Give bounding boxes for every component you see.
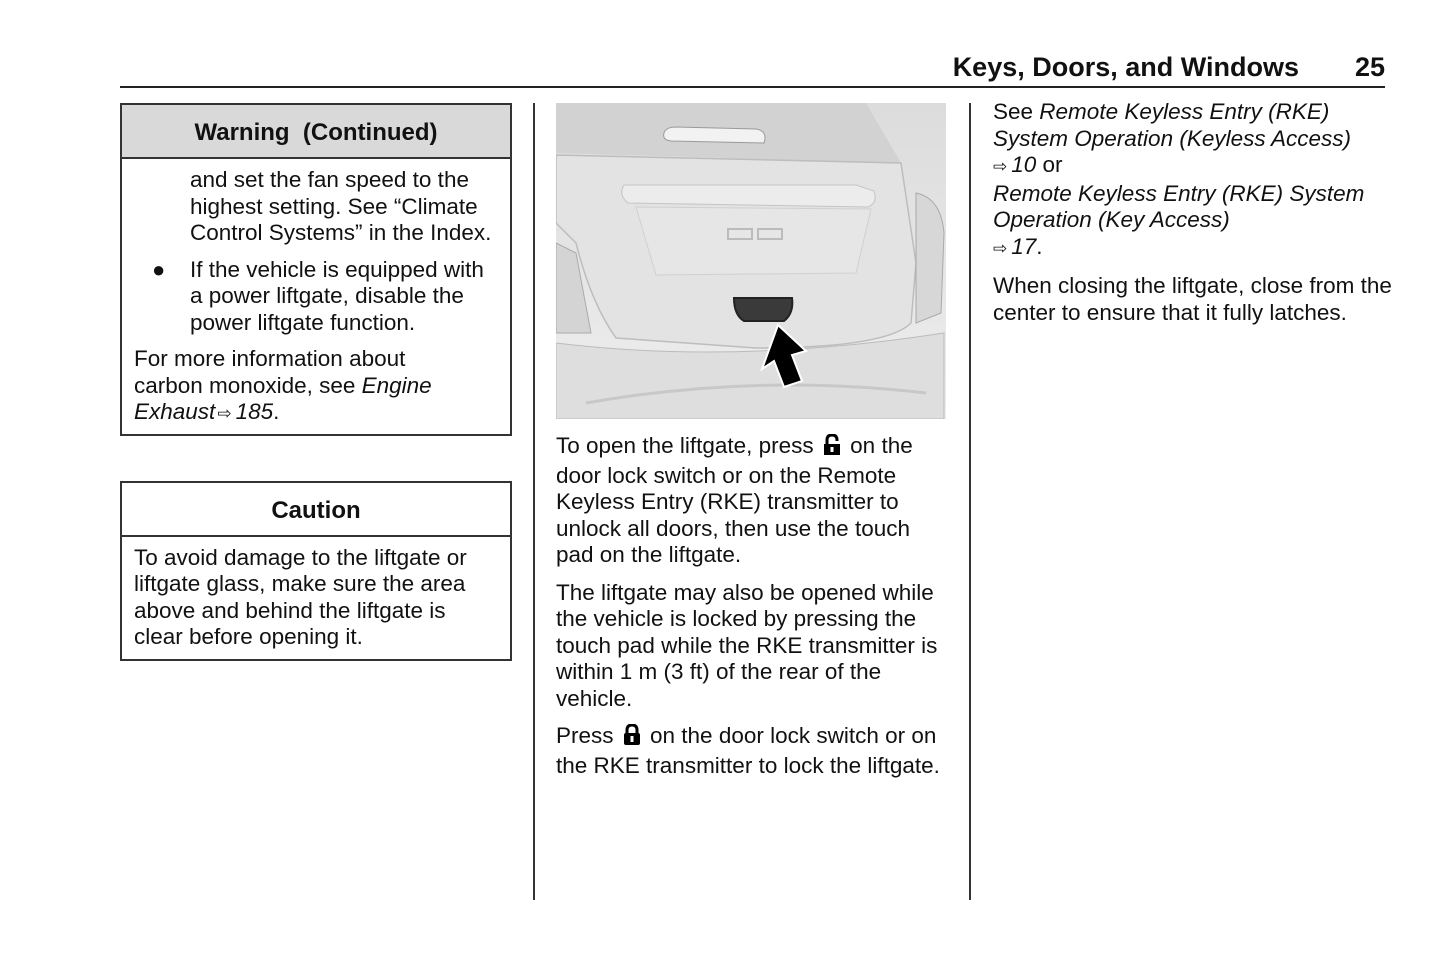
lock-liftgate-paragraph: Press on the door lock switch or on the RKE transmitter to lock the liftgate. (556, 723, 940, 778)
page-header (120, 50, 1385, 88)
bullet-dot-icon: ● (152, 256, 166, 282)
page-reference-number[interactable]: 17 (1011, 233, 1037, 259)
page-reference-number[interactable]: 185 (235, 399, 274, 424)
column-divider (533, 103, 535, 900)
open-liftgate-paragraph: To open the liftgate, press on the door lock switch or on the Remote Keyless Entry (RKE) transmitter to unlock all doors, then use the touch pad on the liftgate. (556, 433, 913, 567)
engine-exhaust-link[interactable]: Engine Exhaust (134, 372, 432, 424)
warning-continued-text: and set the fan speed to the highest setting. See “Climate Control Systems” in the Index. (190, 167, 492, 245)
section-title: Keys, Doors, and Windows (952, 52, 1299, 82)
warning-more-info: For more information about carbon monoxide, see Engine Exhaust ⇨ 185. (134, 346, 498, 428)
page-reference-number[interactable]: 10 (1011, 152, 1037, 177)
page-reference-arrow-icon: ⇨ (993, 157, 1008, 176)
liftgate-illustration (556, 103, 946, 419)
column-divider (969, 103, 971, 900)
unlock-icon (823, 434, 841, 463)
page-number: 25 (1354, 52, 1385, 82)
lock-icon (623, 724, 641, 753)
rke-reference-paragraph: See Remote Keyless Entry (RKE) System Operation (Keyless Access) ⇨ 10 or Remote Keyless Entry (RKE) System Operation (Key Access) ⇨ 17. (993, 99, 1393, 262)
warning-box (120, 103, 512, 436)
locked-open-paragraph: The liftgate may also be opened while the vehicle is locked by pressing the touch pad while the RKE transmitter is within 1 m (3 ft) of the rear of the vehicle. (556, 579, 938, 711)
caution-text: To avoid damage to the liftgate or liftgate glass, make sure the area above and behind the liftgate is clear before opening it. (134, 544, 467, 649)
closing-liftgate-paragraph: When closing the liftgate, close from the center to ensure that it fully latches. (993, 273, 1392, 325)
warning-bullet-text: If the vehicle is equipped with a power liftgate, disable the power liftgate function. (190, 256, 484, 335)
warning-title: Warning (Continued) (122, 105, 510, 159)
column-middle (556, 103, 951, 790)
liftgate-image (556, 103, 946, 419)
column-left (120, 103, 512, 661)
caution-box (120, 481, 512, 661)
caution-title: Caution (122, 483, 510, 537)
rke-key-access-link[interactable]: Remote Keyless Entry (RKE) System Operation (Key Access) (993, 180, 1365, 232)
warning-bullet-item (134, 257, 498, 337)
column-right (993, 99, 1393, 337)
rke-keyless-access-link[interactable]: Remote Keyless Entry (RKE) System Operation (Keyless Access) (993, 99, 1352, 151)
page-reference-arrow-icon: ⇨ (217, 404, 232, 423)
page-reference-arrow-icon: ⇨ (993, 238, 1008, 258)
